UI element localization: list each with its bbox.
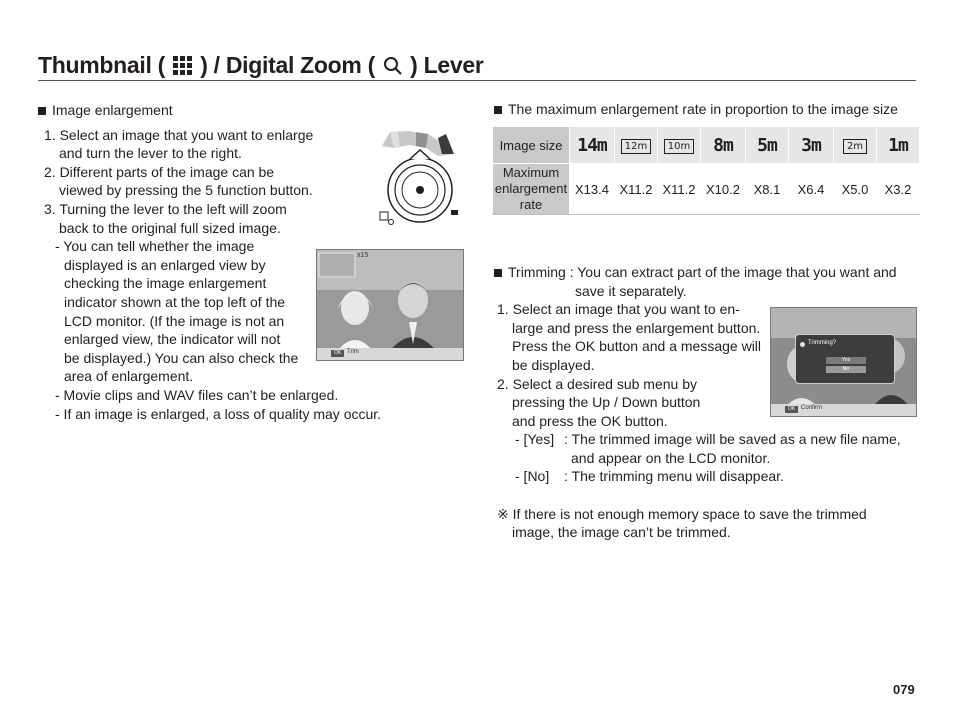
size-5m-label: 5m (757, 134, 777, 156)
size-10m-label: 10m (664, 139, 694, 154)
screen-bottom-bar (317, 348, 463, 360)
size-5m-icon (746, 127, 789, 164)
image-size-header: Image size (493, 127, 570, 164)
title-part-1: Thumbnail ( (38, 52, 166, 78)
yes-option-text-2: and appear on the LCD monitor. (571, 450, 771, 466)
no-option-label: - [No] (515, 468, 550, 484)
size-1m-icon (877, 127, 920, 164)
enlarged-photo-screen (316, 249, 464, 361)
size-12m-label: 12m (621, 139, 651, 154)
size-10m-icon (658, 127, 701, 164)
trim-line-6: pressing the Up / Down button (512, 394, 701, 410)
trimming-heading-2: save it separately. (575, 283, 687, 299)
rate-cell: X5.0 (834, 164, 877, 215)
image-size-row (493, 127, 920, 164)
no-option-text: : The trimming menu will disappear. (564, 468, 784, 484)
title-rule (38, 80, 916, 81)
zoom-badge: x15 (357, 252, 369, 259)
left-line-4: viewed by pressing the 5 function button. (59, 182, 313, 198)
trimming-dialog (795, 334, 895, 384)
rate-cell: X3.2 (877, 164, 920, 215)
max-rate-header-line-1: Maximum (502, 165, 560, 180)
title-part-2: ) / Digital Zoom ( (200, 52, 375, 78)
size-14m-label: 14m (577, 134, 607, 156)
size-12m-icon (615, 127, 658, 164)
screen-bottom-bar (771, 404, 916, 416)
rate-cell: X11.2 (658, 164, 701, 215)
left-line-5: 3. Turning the lever to the left will zoom (44, 201, 287, 217)
trim-line-5: 2. Select a desired sub menu by (497, 376, 698, 392)
size-8m-label: 8m (713, 134, 733, 156)
rate-cell: X13.4 (570, 164, 615, 215)
size-2m-icon (834, 127, 877, 164)
page-title (38, 50, 483, 80)
zoom-lever-illustration (376, 128, 458, 226)
trimming-heading: Trimming : You can extract part of the image that you want and (494, 263, 897, 282)
max-rate-row (493, 164, 920, 215)
rate-cell: X6.4 (789, 164, 834, 215)
enlargement-rate-table (492, 126, 920, 215)
trim-line-2: large and press the enlargement button. (512, 320, 761, 336)
rate-heading: The maximum enlargement rate in proportion to the image size (494, 100, 898, 119)
left-line-12: enlarged view, the indicator will not (64, 331, 281, 347)
memory-note-2: image, the image can’t be trimmed. (512, 524, 731, 540)
size-3m-label: 3m (801, 134, 821, 156)
magnifier-icon (383, 56, 402, 75)
left-line-7: - You can tell whether the image (55, 238, 255, 254)
trimming-dialog-screen (770, 307, 917, 417)
left-line-15: - Movie clips and WAV files can’t be enlarged. (55, 387, 339, 403)
size-1m-label: 1m (888, 134, 908, 156)
left-line-1: 1. Select an image that you want to enlarge (44, 127, 314, 143)
left-line-6: back to the original full sized image. (59, 220, 281, 236)
max-rate-header (493, 164, 570, 215)
page-number: 079 (893, 682, 915, 697)
yes-option-button[interactable]: Yes (826, 357, 866, 364)
dialog-title: Trimming? (808, 340, 837, 346)
title-part-3: ) Lever (410, 52, 484, 78)
left-line-13: be displayed.) You can also check the (64, 350, 299, 366)
rate-cell: X10.2 (701, 164, 746, 215)
rate-cell: X11.2 (615, 164, 658, 215)
size-3m-icon (789, 127, 834, 164)
confirm-label: Confirm (801, 405, 823, 411)
max-rate-header-line-3: rate (519, 197, 543, 212)
yes-option-label: - [Yes] (515, 431, 555, 447)
left-line-14: area of enlargement. (64, 368, 194, 384)
left-line-9: checking the image enlargement (64, 275, 267, 291)
left-line-10: indicator shown at the top left of the (64, 294, 286, 310)
max-rate-header-line-2: enlargement (494, 181, 568, 196)
info-icon (800, 342, 805, 347)
wedding-photo-image (317, 250, 463, 360)
trim-line-1: 1. Select an image that you want to en- (497, 301, 740, 317)
left-line-2: and turn the lever to the right. (59, 145, 242, 161)
thumbnail-grid-icon (173, 56, 192, 75)
ok-key: OK (785, 406, 798, 413)
left-line-16: - If an image is enlarged, a loss of quality may occur. (55, 406, 382, 422)
trim-line-4: be displayed. (512, 357, 595, 373)
size-2m-label: 2m (843, 139, 867, 154)
left-line-3: 2. Different parts of the image can be (44, 164, 275, 180)
yes-option-text: : The trimmed image will be saved as a new file name, (564, 431, 901, 447)
no-option-button[interactable]: No (826, 366, 866, 373)
memory-note: ※ If there is not enough memory space to save the trimmed (497, 506, 867, 522)
size-8m-icon (701, 127, 746, 164)
left-line-11: LCD monitor. (If the image is not an (64, 313, 285, 329)
trim-label: Trim (347, 349, 359, 355)
ok-key: OK (331, 350, 344, 357)
left-line-8: displayed is an enlarged view by (64, 257, 266, 273)
trim-line-3: Press the OK button and a message will (512, 338, 762, 354)
rate-cell: X8.1 (746, 164, 789, 215)
size-14m-icon (570, 127, 615, 164)
image-enlargement-heading: Image enlargement (38, 101, 173, 120)
trim-line-7: and press the OK button. (512, 413, 668, 429)
